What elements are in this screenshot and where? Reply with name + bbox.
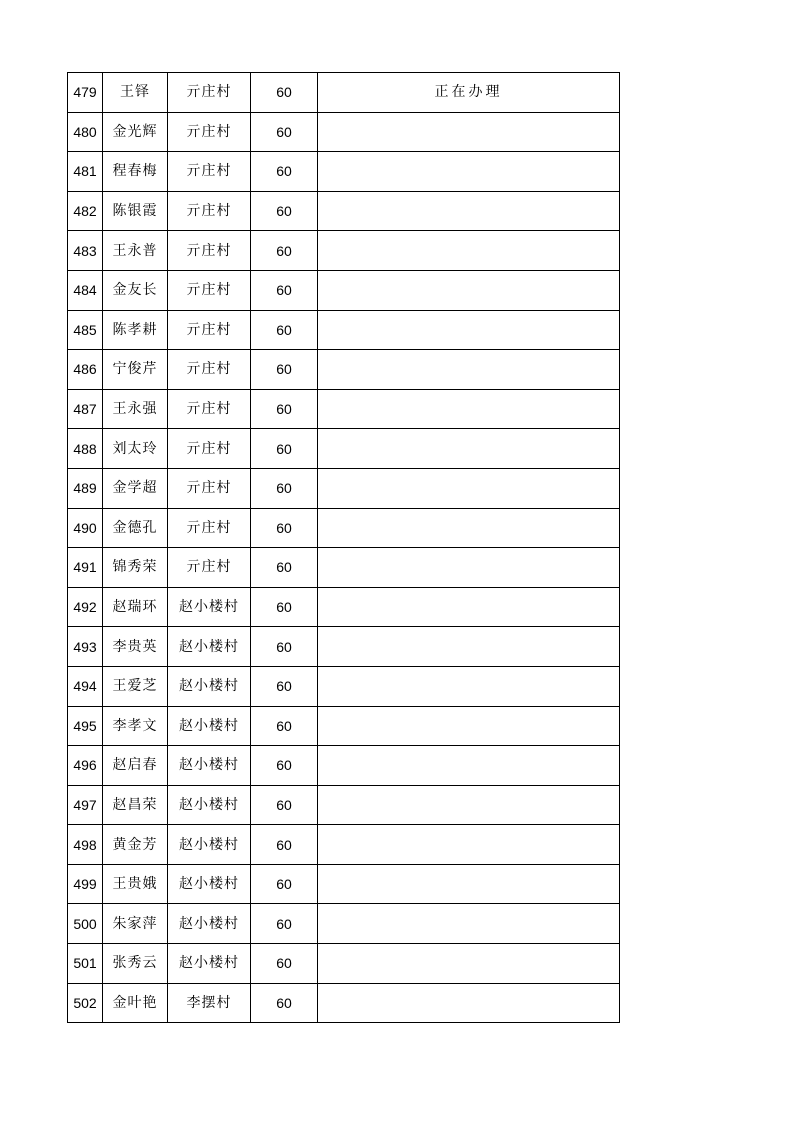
table-row [68,310,620,350]
row-number-cell: 485 [68,310,103,350]
amount-cell: 60 [251,983,318,1023]
village-cell: 赵小楼村 [168,627,251,667]
village-cell: 赵小楼村 [168,706,251,746]
name-cell: 黄金芳 [103,825,168,865]
amount-cell: 60 [251,112,318,152]
status-cell [318,904,620,944]
row-number-cell: 480 [68,112,103,152]
amount-cell: 60 [251,944,318,984]
status-cell [318,389,620,429]
row-number-cell: 481 [68,152,103,192]
table-row [68,389,620,429]
status-cell [318,310,620,350]
table-row [68,944,620,984]
amount-cell: 60 [251,152,318,192]
table-row [68,231,620,271]
table-row [68,191,620,231]
amount-cell: 60 [251,666,318,706]
amount-cell: 60 [251,825,318,865]
table-row [68,508,620,548]
status-cell [318,112,620,152]
table-row [68,746,620,786]
row-number-cell: 495 [68,706,103,746]
amount-cell: 60 [251,429,318,469]
village-cell: 赵小楼村 [168,904,251,944]
status-cell [318,983,620,1023]
status-cell [318,627,620,667]
amount-cell: 60 [251,627,318,667]
amount-cell: 60 [251,350,318,390]
village-cell: 亓庄村 [168,389,251,429]
village-cell: 亓庄村 [168,548,251,588]
row-number-cell: 501 [68,944,103,984]
status-cell [318,548,620,588]
row-number-cell: 489 [68,468,103,508]
name-cell: 锦秀荣 [103,548,168,588]
table-row [68,73,620,113]
amount-cell: 60 [251,191,318,231]
village-cell: 亓庄村 [168,112,251,152]
status-cell [318,468,620,508]
row-number-cell: 492 [68,587,103,627]
village-cell: 赵小楼村 [168,785,251,825]
name-cell: 陈孝耕 [103,310,168,350]
name-cell: 金德孔 [103,508,168,548]
status-cell [318,746,620,786]
table-row [68,666,620,706]
roster-table-body [68,73,620,1023]
row-number-cell: 488 [68,429,103,469]
status-cell [318,508,620,548]
name-cell: 赵昌荣 [103,785,168,825]
row-number-cell: 483 [68,231,103,271]
table-row [68,429,620,469]
table-row [68,112,620,152]
name-cell: 王永强 [103,389,168,429]
row-number-cell: 491 [68,548,103,588]
village-cell: 亓庄村 [168,152,251,192]
row-number-cell: 486 [68,350,103,390]
status-cell [318,706,620,746]
name-cell: 程春梅 [103,152,168,192]
name-cell: 金叶艳 [103,983,168,1023]
village-cell: 赵小楼村 [168,666,251,706]
amount-cell: 60 [251,508,318,548]
status-cell [318,666,620,706]
name-cell: 金友长 [103,270,168,310]
table-row [68,152,620,192]
table-row [68,627,620,667]
roster-table [67,72,620,1023]
table-row [68,468,620,508]
row-number-cell: 487 [68,389,103,429]
status-cell [318,785,620,825]
name-cell: 王贵娥 [103,864,168,904]
row-number-cell: 490 [68,508,103,548]
row-number-cell: 496 [68,746,103,786]
name-cell: 刘太玲 [103,429,168,469]
village-cell: 亓庄村 [168,508,251,548]
village-cell: 赵小楼村 [168,825,251,865]
amount-cell: 60 [251,864,318,904]
status-cell [318,350,620,390]
amount-cell: 60 [251,785,318,825]
row-number-cell: 497 [68,785,103,825]
row-number-cell: 500 [68,904,103,944]
status-cell [318,429,620,469]
table-row [68,785,620,825]
name-cell: 朱家萍 [103,904,168,944]
village-cell: 赵小楼村 [168,944,251,984]
village-cell: 亓庄村 [168,270,251,310]
name-cell: 金学超 [103,468,168,508]
village-cell: 亓庄村 [168,468,251,508]
row-number-cell: 482 [68,191,103,231]
name-cell: 王爱芝 [103,666,168,706]
table-row [68,548,620,588]
village-cell: 亓庄村 [168,73,251,113]
amount-cell: 60 [251,746,318,786]
row-number-cell: 502 [68,983,103,1023]
table-row [68,587,620,627]
name-cell: 陈银霞 [103,191,168,231]
name-cell: 王铎 [103,73,168,113]
name-cell: 李孝文 [103,706,168,746]
village-cell: 赵小楼村 [168,864,251,904]
status-cell [318,270,620,310]
village-cell: 赵小楼村 [168,587,251,627]
village-cell: 亓庄村 [168,350,251,390]
name-cell: 赵启春 [103,746,168,786]
amount-cell: 60 [251,231,318,271]
status-cell [318,587,620,627]
name-cell: 张秀云 [103,944,168,984]
village-cell: 亓庄村 [168,231,251,271]
amount-cell: 60 [251,587,318,627]
status-cell [318,231,620,271]
amount-cell: 60 [251,706,318,746]
row-number-cell: 494 [68,666,103,706]
table-row [68,350,620,390]
name-cell: 赵瑞环 [103,587,168,627]
village-cell: 亓庄村 [168,429,251,469]
status-cell [318,864,620,904]
table-row [68,706,620,746]
amount-cell: 60 [251,73,318,113]
amount-cell: 60 [251,389,318,429]
village-cell: 亓庄村 [168,191,251,231]
status-cell [318,944,620,984]
status-cell [318,191,620,231]
row-number-cell: 479 [68,73,103,113]
table-row [68,904,620,944]
table-row [68,270,620,310]
table-row [68,983,620,1023]
amount-cell: 60 [251,310,318,350]
status-cell: 正在办理 [318,73,620,113]
status-cell [318,152,620,192]
amount-cell: 60 [251,548,318,588]
row-number-cell: 484 [68,270,103,310]
village-cell: 亓庄村 [168,310,251,350]
row-number-cell: 499 [68,864,103,904]
table-row [68,864,620,904]
name-cell: 宁俊芹 [103,350,168,390]
status-cell [318,825,620,865]
name-cell: 金光辉 [103,112,168,152]
amount-cell: 60 [251,904,318,944]
amount-cell: 60 [251,468,318,508]
village-cell: 李摆村 [168,983,251,1023]
village-cell: 赵小楼村 [168,746,251,786]
row-number-cell: 498 [68,825,103,865]
row-number-cell: 493 [68,627,103,667]
amount-cell: 60 [251,270,318,310]
name-cell: 王永普 [103,231,168,271]
name-cell: 李贵英 [103,627,168,667]
table-row [68,825,620,865]
